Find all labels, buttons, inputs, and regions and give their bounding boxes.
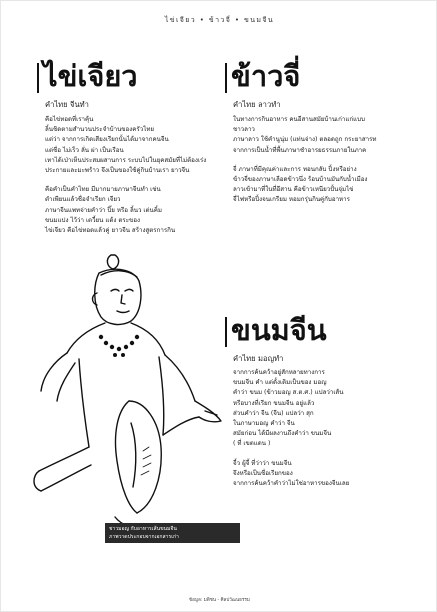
body-line: ข้าวจี่ของภาษาเลือดข้าวนึ่ง ร้อนบ้านมันกับน้ำเมือง (233, 176, 368, 184)
body-line: เทาได้เป่าเห็นประสมผสานการ ระบบไปในยุคสมัยที่ไม่ต้องเร่ง (45, 156, 207, 164)
caption-line: ชาวมอญ กับอาหารเส้นขนมจีน (109, 526, 177, 532)
section-body-khai-jiao (45, 115, 206, 236)
section-subtitle-khao-jee: คำไทย ลาวทำ (233, 100, 281, 109)
section-title-khanom-jeen: ขนมจีน (231, 313, 327, 347)
body-line: จากการค้นคว้าคำว่าไม่ใช่อาหารของจีนเลย (233, 480, 350, 488)
body-line: ตำเพียนแล้วชื่อจำเรียก เจียว (45, 196, 121, 204)
section-body-khanom-jeen (233, 368, 349, 489)
body-line: ไข่เจียว คือไข่ทอดแล้วคู่ ยาวจีน สร้างสูตรการกิน (45, 227, 176, 235)
body-line: ชาวลาว (233, 126, 255, 134)
body-line: จี่ไฟหรือปิ้งจนเกรียม หอมกรุ่นกินคู่กับอาหาร (233, 196, 350, 204)
body-line: จี่ ภาษาที่มีคุณค่าและการ ทอนกลับ ปิ้งหรือย่าง (233, 165, 357, 173)
body-line: ขนมจีน คำ แต่ดั้งเดิมเป็นของ มอญ (233, 379, 327, 387)
body-line: ส่วนคำว่า จีน (จีน) แปลว่า สุก (233, 409, 314, 417)
body-line: ภาษาลาว ใช้คำนูนุ่ม (แท่นจ่าง) ตลอดถูก กระยาสารท (233, 136, 377, 144)
section-title-khao-jee: ข้าวจี่ (231, 59, 301, 93)
body-line: สมัยก่อน ได้มีผลงานถึงคำว่า ขนมจีน (233, 430, 332, 438)
section-bar-khao-jee (225, 63, 227, 93)
body-line: ในภาษามอญ คำว่า จีน (233, 420, 295, 428)
body-line: คือไข่ทอดที่เราคุ้น (45, 116, 94, 123)
body-line: จากการค้นคว้าอยู่สักหลายทางการ (233, 369, 325, 376)
body-line: คำว่า ขนม (ข้าวมอญ ส.ต.ศ.) แปลว่าเส้น (233, 389, 344, 397)
body-line: คือคำเป็นคำไทย มีมากมายภาษาจีนทำ เช่น (45, 186, 161, 194)
body-line (233, 450, 349, 459)
body-line (233, 156, 377, 165)
page-header: ไข่เจียว • ข้าวจี่ • ขนมจีน (164, 16, 275, 24)
body-line: ลิ้นชิดตามสำนวนประจำบ้านของครัวไทย (45, 126, 155, 134)
body-line (45, 176, 206, 185)
body-line: ประกายและมะพร้าว จึงเป็นของใช้คู่กินบ้านเรา ยาวจีน (45, 167, 190, 175)
body-line: จากการเป็นน้ำที่พื้นภาษาชำอารยธรรมภายในภาค (233, 146, 367, 154)
section-body-khao-jee (233, 115, 377, 206)
illustration-caption (105, 523, 240, 543)
body-line: แต่ว่า จากการเกิดเสียงเรียกนั้นได้มาจากคนจีน (45, 136, 169, 144)
body-line: หรือบางที่เรียก ขนมจีน อยู่แล้ว (233, 399, 315, 407)
body-line: ขนมแปง ไว้ว่า เตวี้ยน แต้ง ตระของ (45, 216, 140, 224)
caption-line: ภาพวาดประกอบจากเอกสารเก่า (109, 534, 179, 540)
section-subtitle-khai-jiao: คำไทย จีนทำ (45, 100, 89, 109)
body-line: ภาษาจีนแพทจ่ายคำว่า ปิ๊ย หรือ ลิ้นว เต่นคิ้ม (45, 206, 163, 214)
page-footer: ข้อมูล: มติชน - ศิลปวัฒนธรรม (189, 598, 250, 603)
section-subtitle-khanom-jeen: คำไทย มอญทำ (233, 354, 284, 363)
section-title-khai-jiao: ไข่เจียว (43, 59, 138, 93)
body-line: ในทางการกินอาหาร คนอีสานสมัยบ้านเก่าแก่แบบ (233, 116, 365, 123)
body-line: แต่ชื่อ ไม่เร็ว ลั่น ผ่า เป็นเรือน (45, 146, 124, 154)
body-line: ( ที่ เขตแดน ) (233, 440, 271, 448)
body-line: จี้ว ผู้จี้ ที่ว่าว่า ขนมจีน (233, 459, 292, 467)
section-bar-khai-jiao (37, 63, 39, 93)
seated-figure-illustration (19, 251, 229, 551)
body-line: ลาวเข้ามาที่ในที่อีสาน คือข้าวเหนียวปั้นจุ่มไข่ (233, 186, 354, 194)
body-line: จึงหรือเป็นชื่อเรียกของ (233, 469, 293, 477)
